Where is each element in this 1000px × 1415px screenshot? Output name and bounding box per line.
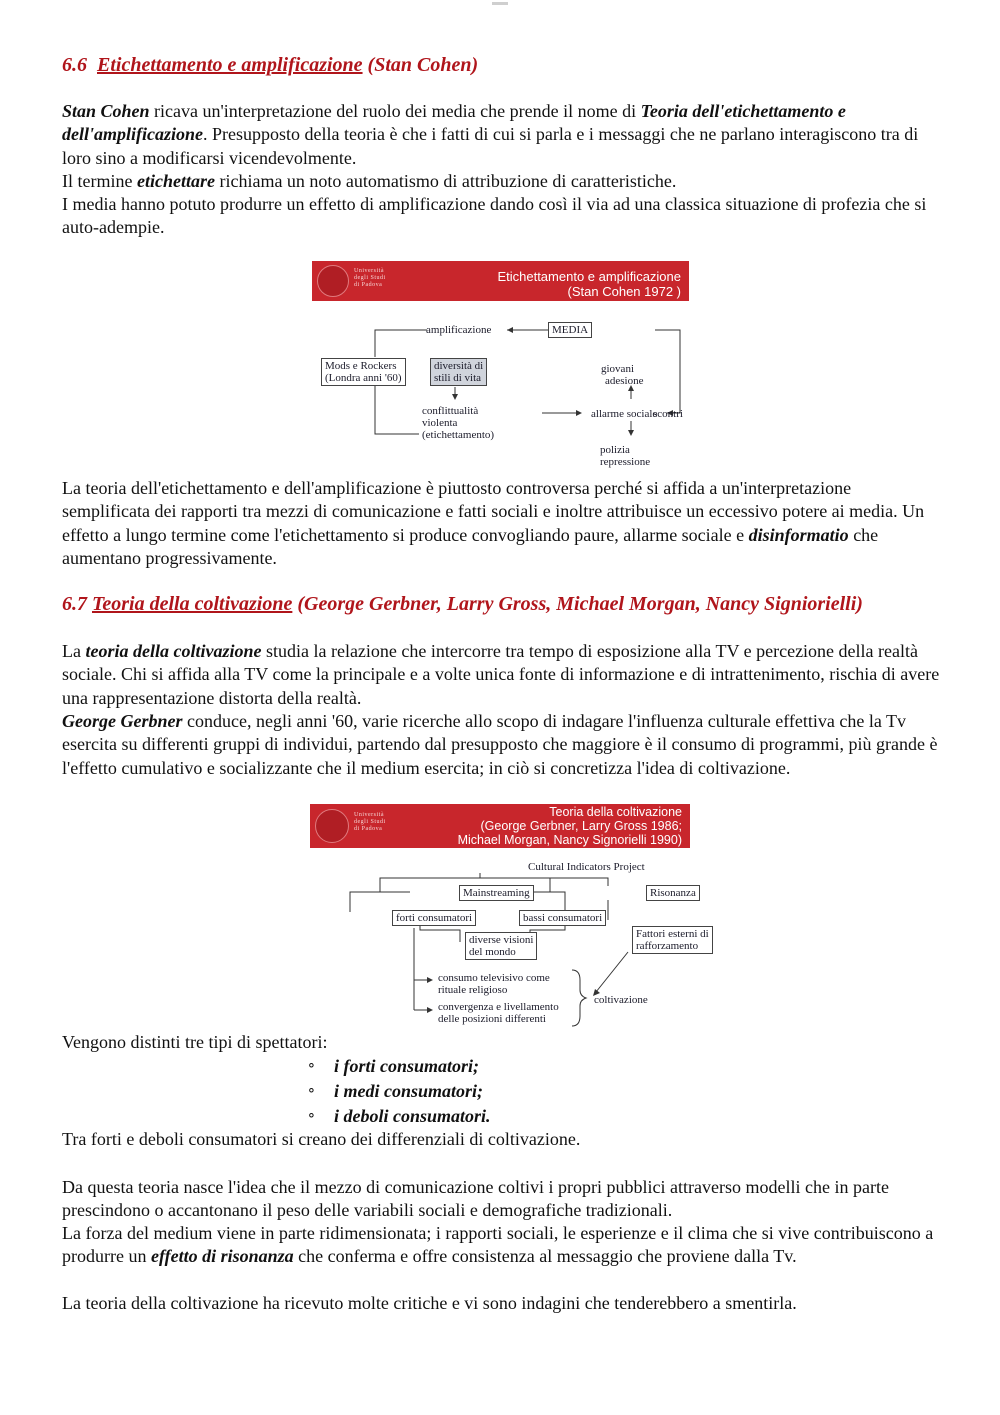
banner-title-line: (George Gerbner, Larry Gross 1986; (480, 819, 682, 833)
section-6-6-heading (62, 53, 478, 77)
node-bassi-consumatori: bassi consumatori (519, 910, 606, 926)
node-amplificazione: amplificazione (426, 324, 492, 336)
list-item-text: i deboli consumatori. (334, 1106, 491, 1126)
banner-title-line: (Stan Cohen 1972 ) (567, 284, 681, 299)
list-item-text: i forti consumatori; (334, 1056, 480, 1076)
node-mainstreaming: Mainstreaming (459, 885, 534, 901)
section-6-7-heading (62, 592, 863, 616)
paragraph: I media hanno potuto produrre un effetto di amplificazione dando così il via ad una classica situazione di profezia che si auto-adempie. (62, 194, 927, 238)
list-item (308, 1104, 491, 1129)
node-coltivazione: coltivazione (594, 994, 648, 1006)
section-title: Etichettamento e amplificazione (97, 54, 363, 76)
node-diversita (430, 358, 487, 386)
node-giovani (601, 363, 643, 387)
text: . Presupposto della teoria è che i fatti di cui si parla e i messaggi che ne parlano interagiscono tra di loro sino a modificarsi vicendevolmente. (62, 124, 919, 168)
node-line: adesione (605, 375, 644, 387)
node-line: delle posizioni differenti (438, 1013, 546, 1025)
emph-text: George Gerbner (62, 711, 183, 731)
node-line: convergenza e livellamento (438, 1001, 559, 1013)
node-line: rituale religioso (438, 984, 508, 996)
banner-title-line: Etichettamento e amplificazione (497, 269, 681, 284)
text: richiama un noto automatismo di attribuzione di caratteristiche. (214, 171, 677, 191)
list-item (308, 1054, 491, 1079)
university-line: di Padova (354, 282, 383, 288)
node-cultural-indicators: Cultural Indicators Project (528, 861, 645, 873)
section-authors: (George Gerbner, Larry Gross, Michael Morgan, Nancy Signiorielli) (297, 593, 863, 615)
text: studia la relazione che intercorre tra tempo di esposizione alla TV e percezione della realtà sociale. Chi si affida alla TV come la principale e a volte unica fonte di informazione e di intrattenimento, rischia di avere una rappresentazione distorta della realtà. (62, 641, 940, 708)
node-conflittualita (422, 405, 494, 441)
paragraph (62, 710, 942, 780)
viewer-types-list (308, 1054, 491, 1129)
node-line: (Londra anni '60) (325, 372, 402, 384)
text: La (62, 641, 86, 661)
node-mods-rockers (321, 358, 406, 386)
banner-title-line: Michael Morgan, Nancy Signorielli 1990) (457, 833, 682, 847)
bullet-icon: ⚬ (306, 1059, 317, 1074)
node-line: repressione (600, 456, 651, 468)
text: La teoria dell'etichettamento e dell'amplificazione è piuttosto controversa perché si affida a un'interpretazione semplificata dei rapporti tra mezzi di comunicazione e fatti sociali e inoltre attribuisce un eccessivo potere ai media. Un effetto a lungo termine come l'etichettamento si produce convogliando paure, allarme sociale e (62, 478, 925, 545)
node-line: consumo televisivo come (438, 972, 550, 984)
node-allarme-sociale: allarme sociale (591, 408, 658, 420)
paragraph (62, 100, 942, 170)
text: La forza del medium viene in parte ridimensionata; i rapporti sociali, le esperienze e il clima che si vive contribuiscono a produrre un (62, 1223, 934, 1267)
section-number: 6.7 (62, 593, 87, 615)
emph-text: teoria della coltivazione (85, 641, 262, 661)
node-forti-consumatori: forti consumatori (392, 910, 476, 926)
section-authors: (Stan Cohen) (367, 54, 479, 76)
banner-title-line: Teoria della coltivazione (549, 805, 682, 819)
paragraph: Da questa teoria nasce l'idea che il mezzo di comunicazione coltivi i propri pubblici attraverso modelli che in parte prescindono o accantonano il peso delle variabili sociali e demografiche tradizionali. (62, 1177, 889, 1221)
section-number: 6.6 (62, 54, 87, 76)
node-line: Mods e Rockers (325, 360, 397, 372)
node-line: (etichettamento) (422, 429, 495, 441)
paragraph (62, 640, 942, 710)
bullet-icon: ⚬ (306, 1084, 317, 1099)
paragraph (62, 1222, 942, 1269)
text: Il termine (62, 171, 137, 191)
node-line: stili di vita (434, 372, 482, 384)
node-consumo-televisivo (438, 972, 550, 996)
figure-coltivazione (310, 804, 709, 1028)
node-line: del mondo (469, 946, 516, 958)
emph-text: etichettare (136, 171, 215, 191)
node-line: diversità di (434, 360, 484, 372)
text: conduce, negli anni '60, varie ricerche allo scopo di indagare l'influenza culturale effettiva che la Tv esercita su differenti gruppi di individui, partendo dal presupposto che maggiore è il consumo di programmi, più grande è l'effetto cumulativo e socializzante che il medium esercita; in ciò si concretizza l'idea di coltivazione. (62, 711, 938, 778)
node-line: conflittualità (422, 405, 479, 417)
node-scontri: scontri (653, 408, 683, 420)
paragraph: Tra forti e deboli consumatori si creano dei differenziali di coltivazione. (62, 1129, 581, 1149)
node-line: polizia (600, 444, 630, 456)
paragraph: Vengono distinti tre tipi di spettatori: (62, 1032, 328, 1052)
node-polizia (600, 444, 650, 468)
node-diverse-visioni (465, 932, 537, 960)
paragraph (62, 477, 942, 571)
bullet-icon: ⚬ (306, 1109, 317, 1124)
university-line: Università (354, 812, 384, 818)
node-risonanza: Risonanza (646, 885, 700, 901)
university-line: Università (354, 268, 384, 274)
node-line: diverse visioni (469, 934, 534, 946)
paragraph (62, 170, 942, 193)
figure-etichettamento (312, 261, 690, 471)
section-title: Teoria della coltivazione (92, 593, 293, 615)
node-convergenza (438, 1001, 559, 1025)
emph-text: disinformatio (748, 524, 849, 545)
text: che conferma e offre consistenza al messaggio che proviene dalla Tv. (293, 1246, 797, 1267)
node-fattori-esterni (632, 926, 713, 954)
university-line: di Padova (354, 826, 383, 832)
node-line: giovani (601, 363, 634, 375)
emph-text: Teoria dell'etichettamento e dell'amplificazione (62, 101, 846, 145)
university-line: degli Studi (354, 275, 386, 281)
emph-text: Stan Cohen (62, 101, 150, 121)
node-line: violenta (422, 417, 458, 429)
emph-text: effetto di risonanza (150, 1246, 294, 1267)
text: che aumentano progressivamente. (62, 524, 879, 569)
paragraph: La teoria della coltivazione ha ricevuto molte critiche e vi sono indagini che tenderebbero a smentirla. (62, 1293, 797, 1313)
node-line: rafforzamento (636, 940, 699, 952)
list-item (308, 1079, 491, 1104)
node-line: Fattori esterni di (636, 928, 709, 940)
text: ricava un'interpretazione del ruolo dei media che prende il nome di (149, 101, 641, 121)
list-item-text: i medi consumatori; (334, 1081, 484, 1101)
page-header-mark (492, 2, 508, 5)
node-media: MEDIA (548, 322, 592, 338)
university-line: degli Studi (354, 819, 386, 825)
